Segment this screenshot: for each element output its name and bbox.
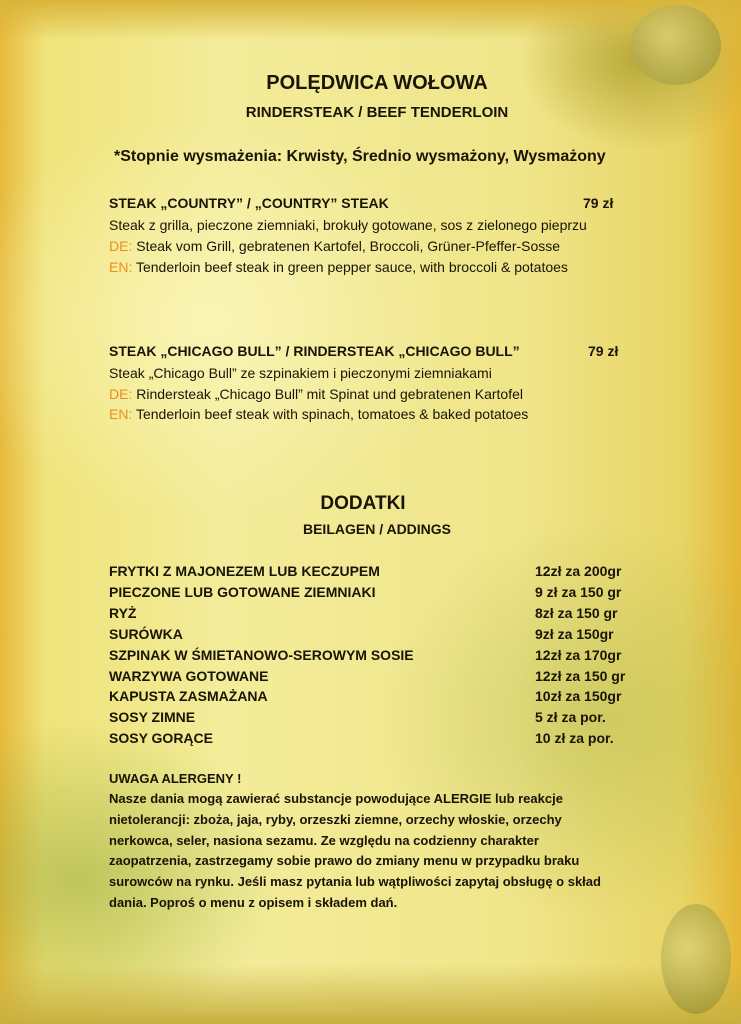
- de-text: Steak vom Grill, gebratenen Kartofel, Broccoli, Grüner-Pfeffer-Sosse: [132, 238, 561, 254]
- side-item-price: 8zł za 150 gr: [535, 604, 618, 621]
- de-label: DE:: [109, 238, 133, 254]
- side-item-price: 9zł za 150gr: [535, 625, 614, 642]
- side-item-name: WARZYWA GOTOWANE: [109, 667, 269, 684]
- doneness-note: *Stopnie wysmażenia: Krwisty, Średnio wysmażony, Wysmażony: [114, 148, 606, 165]
- allergy-line: zaopatrzenia, zastrzegamy sobie prawo do zmiany menu w przypadku braku: [109, 853, 580, 869]
- allergy-title: UWAGA ALERGENY !: [109, 771, 242, 786]
- steak-description-pl: Steak z grilla, pieczone ziemniaki, brokuły gotowane, sos z zielonego pieprzu: [109, 217, 587, 233]
- sides-subtitle: BEILAGEN / ADDINGS: [302, 521, 452, 537]
- de-text: Rindersteak „Chicago Bull” mit Spinat und gebratenen Kartofel: [132, 386, 524, 402]
- side-item-name: SURÓWKA: [109, 625, 183, 642]
- side-item-price: 12zł za 170gr: [535, 646, 622, 663]
- side-item-name: PIECZONE LUB GOTOWANE ZIEMNIAKI: [109, 583, 376, 600]
- side-item-price: 5 zł za por.: [535, 709, 606, 726]
- steak-price: 79 zł: [588, 343, 619, 359]
- side-item-name: SOSY GORĄCE: [109, 730, 213, 747]
- steak-name: STEAK „COUNTRY” / „COUNTRY” STEAK: [109, 195, 389, 211]
- page-subtitle: RINDERSTEAK / BEEF TENDERLOIN: [245, 104, 509, 121]
- side-item-price: 10zł za 150gr: [535, 688, 622, 705]
- en-text: Tenderloin beef steak in green pepper sauce, with broccoli & potatoes: [132, 259, 568, 275]
- en-label: EN:: [109, 259, 133, 275]
- sides-title: DODATKI: [320, 493, 406, 514]
- parchment-edge-bottom: [0, 964, 741, 1024]
- steak-description-de: [109, 238, 560, 254]
- allergy-line: Nasze dania mogą zawierać substancje powodujące ALERGIE lub reakcje: [109, 791, 563, 806]
- steak-price: 79 zł: [583, 195, 614, 211]
- parchment-edge-top: [0, 0, 741, 40]
- scroll-curl-decoration: [631, 5, 721, 85]
- side-item-name: RYŻ: [109, 604, 137, 621]
- steak-name: STEAK „CHICAGO BULL” / RINDERSTEAK „CHICAGO BULL”: [109, 343, 520, 359]
- en-label: EN:: [109, 406, 133, 422]
- side-item-name: KAPUSTA ZASMAŻANA: [109, 688, 268, 705]
- side-item-price: 10 zł za por.: [535, 730, 614, 747]
- allergy-line: dania. Poproś o menu z opisem i składem dań.: [109, 895, 398, 910]
- scroll-curl-decoration: [661, 904, 731, 1014]
- page-title: POLĘDWICA WOŁOWA: [266, 72, 488, 94]
- side-item-price: 12zł za 150 gr: [535, 667, 626, 684]
- side-item-name: FRYTKI Z MAJONEZEM LUB KECZUPEM: [109, 563, 380, 579]
- steak-description-en: [109, 406, 528, 422]
- steak-description-de: [109, 386, 523, 402]
- side-item-price: 9 zł za 150 gr: [535, 583, 622, 600]
- allergy-line: surowców na rynku. Jeśli masz pytania lub wątpliwości zapytaj obsługę o skład: [109, 874, 601, 890]
- allergy-line: nietolerancji: zboża, jaja, ryby, orzeszki ziemne, orzechy włoskie, orzechy: [109, 811, 562, 827]
- steak-description-pl: Steak „Chicago Bull” ze szpinakiem i pieczonymi ziemniakami: [109, 365, 492, 381]
- side-item-name: SOSY ZIMNE: [109, 709, 196, 726]
- en-text: Tenderloin beef steak with spinach, tomatoes & baked potatoes: [132, 406, 529, 422]
- side-item-price: 12zł za 200gr: [535, 563, 622, 579]
- steak-description-en: [109, 259, 568, 275]
- allergy-line: nerkowca, seler, nasiona sezamu. Ze względu na codzienny charakter: [109, 832, 539, 848]
- de-label: DE:: [109, 386, 133, 402]
- side-item-name: SZPINAK W ŚMIETANOWO-SEROWYM SOSIE: [109, 646, 414, 663]
